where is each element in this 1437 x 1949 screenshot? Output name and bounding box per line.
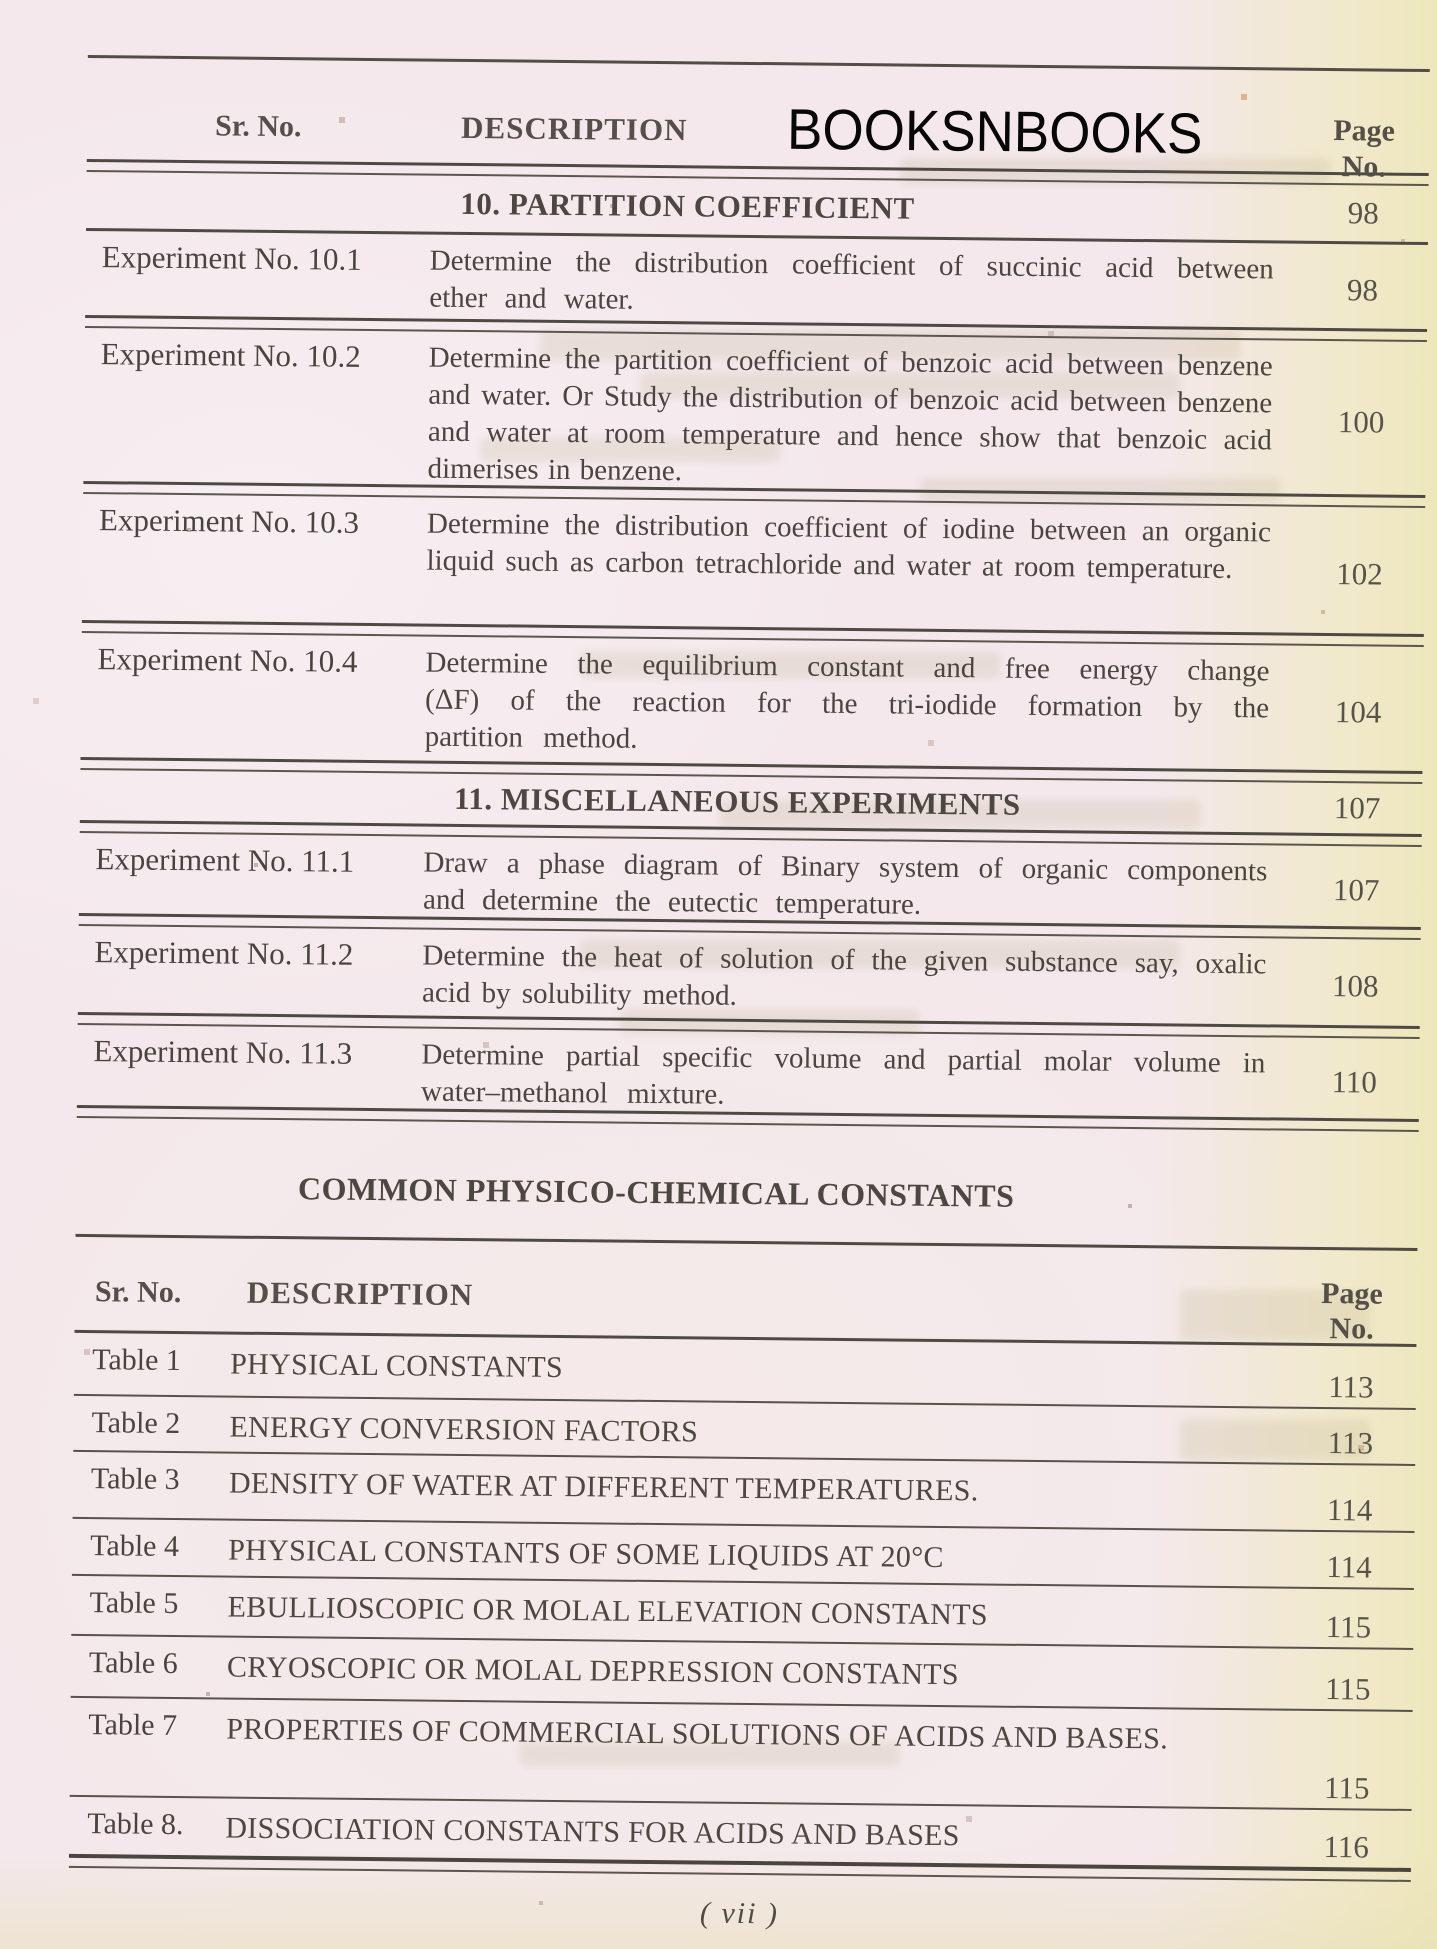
- table-label: Table 2: [91, 1406, 181, 1441]
- table-description: CRYOSCOPIC OR MOLAL DEPRESSION CONSTANTS: [226, 1650, 960, 1692]
- page-number: 115: [1323, 1770, 1370, 1806]
- table-label: Table 3: [90, 1462, 180, 1497]
- table-label: Table 7: [88, 1708, 178, 1743]
- experiment-label: Experiment No. 11.1: [95, 841, 355, 879]
- table-description: PHYSICAL CONSTANTS OF SOME LIQUIDS AT 20°C: [228, 1533, 944, 1575]
- section-title: 10. PARTITION COEFFICIENT: [460, 185, 915, 226]
- table-description: EBULLIOSCOPIC OR MOLAL ELEVATION CONSTANTS: [227, 1590, 988, 1632]
- experiment-description: Determine the distribution coefficient of succinic acid between ether and water.: [429, 244, 1274, 316]
- column-header-sr-no: Sr. No.: [94, 1275, 182, 1310]
- table-label: Table 6: [88, 1646, 178, 1681]
- page-number: 108: [1331, 968, 1379, 1004]
- page-number: 116: [1323, 1829, 1370, 1865]
- page-label-line1: Page: [1320, 1276, 1383, 1311]
- experiment-label: Experiment No. 10.4: [97, 641, 358, 679]
- experiment-description: Determine the partition coefficient of benzoic acid between benzene and water. Or Study the distribution of benzoic acid between benzene and water at room temperature and hence show that benzoic acid dimerises in benzene.: [427, 341, 1273, 488]
- page-number: 104: [1334, 694, 1382, 730]
- toc-row-experiment-10-3: [82, 494, 1425, 634]
- experiment-label: Experiment No. 10.1: [101, 239, 362, 277]
- page-number: 107: [1332, 872, 1380, 908]
- paper-speckles: [0, 0, 2, 2]
- page-label-line1: Page: [1333, 114, 1396, 148]
- page-number: 114: [1326, 1492, 1373, 1528]
- constants-row-table-7: [70, 1698, 1413, 1809]
- table-label: Table 8.: [87, 1807, 184, 1842]
- column-header-description: DESCRIPTION: [460, 109, 688, 148]
- toc-row-experiment-11-1: [79, 833, 1422, 927]
- page-label-line2: No.: [1329, 1312, 1374, 1346]
- column-header-sr-no: Sr. No.: [214, 109, 302, 144]
- experiment-description: Determine the distribution coefficient of iodine between an organic liquid such as carbon tetrachloride and water at room temperature.: [426, 507, 1272, 586]
- experiment-label: Experiment No. 10.3: [98, 502, 360, 540]
- page-number: 115: [1324, 1671, 1371, 1707]
- experiment-description: Draw a phase diagram of Binary system of organic components and determine the eutectic temperature.: [422, 846, 1268, 921]
- table-description: DISSOCIATION CONSTANTS FOR ACIDS AND BASES: [225, 1811, 960, 1853]
- booksnbooks-watermark: BOOKSNBOOKS: [786, 97, 1203, 167]
- toc-row-experiment-11-3: [77, 1025, 1420, 1119]
- experiment-description: Determine the equilibrium constant and free energy change (ΔF) of the reaction for the tri-iodide formation by the partition method.: [424, 646, 1270, 755]
- experiment-description: Determine partial specific volume and partial molar volume in water–methanol mixture.: [420, 1038, 1266, 1111]
- experiments-toc-header: [87, 58, 1430, 184]
- page-number: 100: [1337, 403, 1385, 440]
- experiment-description: Determine the heat of solution of the given substance say, oxalic acid by solubility method.: [421, 939, 1267, 1012]
- toc-row-experiment-10-2: [83, 328, 1427, 495]
- page-number: 98: [1347, 195, 1379, 231]
- constants-table-header: [75, 1237, 1418, 1344]
- table-label: Table 4: [90, 1529, 180, 1564]
- table-description: ENERGY CONVERSION FACTORS: [229, 1410, 699, 1449]
- table-label: Table 1: [92, 1343, 182, 1378]
- table-description: DENSITY OF WATER AT DIFFERENT TEMPERATURES.: [228, 1466, 979, 1508]
- page-number: 102: [1336, 556, 1383, 592]
- column-header-page-no: [1296, 1276, 1407, 1347]
- page-number: 113: [1327, 1425, 1374, 1461]
- toc-row-experiment-11-2: [78, 926, 1421, 1026]
- page-number: 114: [1326, 1549, 1372, 1585]
- section-title: 11. MISCELLANEOUS EXPERIMENTS: [453, 780, 1021, 822]
- toc-row-experiment-10-4: [81, 633, 1424, 771]
- page-content: [68, 42, 1430, 1938]
- table-label: Table 5: [89, 1586, 179, 1621]
- experiment-label: Experiment No. 11.2: [94, 934, 354, 972]
- toc-row-experiment-10-1: [85, 231, 1428, 329]
- experiment-label: Experiment No. 11.3: [93, 1033, 353, 1071]
- table-description: PROPERTIES OF COMMERCIAL SOLUTIONS OF ACIDS AND BASES.: [226, 1712, 1169, 1756]
- page-number: 115: [1325, 1609, 1372, 1645]
- constants-section-heading: COMMON PHYSICO-CHEMICAL CONSTANTS: [297, 1170, 1015, 1214]
- column-header-description: DESCRIPTION: [246, 1274, 474, 1313]
- page-number: 107: [1333, 790, 1381, 826]
- page-number: 98: [1346, 272, 1379, 308]
- column-header-page-no: [1309, 113, 1420, 186]
- page-number: 113: [1328, 1369, 1374, 1405]
- table-description: PHYSICAL CONSTANTS: [229, 1347, 564, 1385]
- page-label-line2: No.: [1341, 150, 1387, 184]
- page-number: 110: [1331, 1064, 1378, 1100]
- page-footer-folio: ( vii ): [699, 1896, 780, 1931]
- experiment-label: Experiment No. 10.2: [100, 336, 361, 374]
